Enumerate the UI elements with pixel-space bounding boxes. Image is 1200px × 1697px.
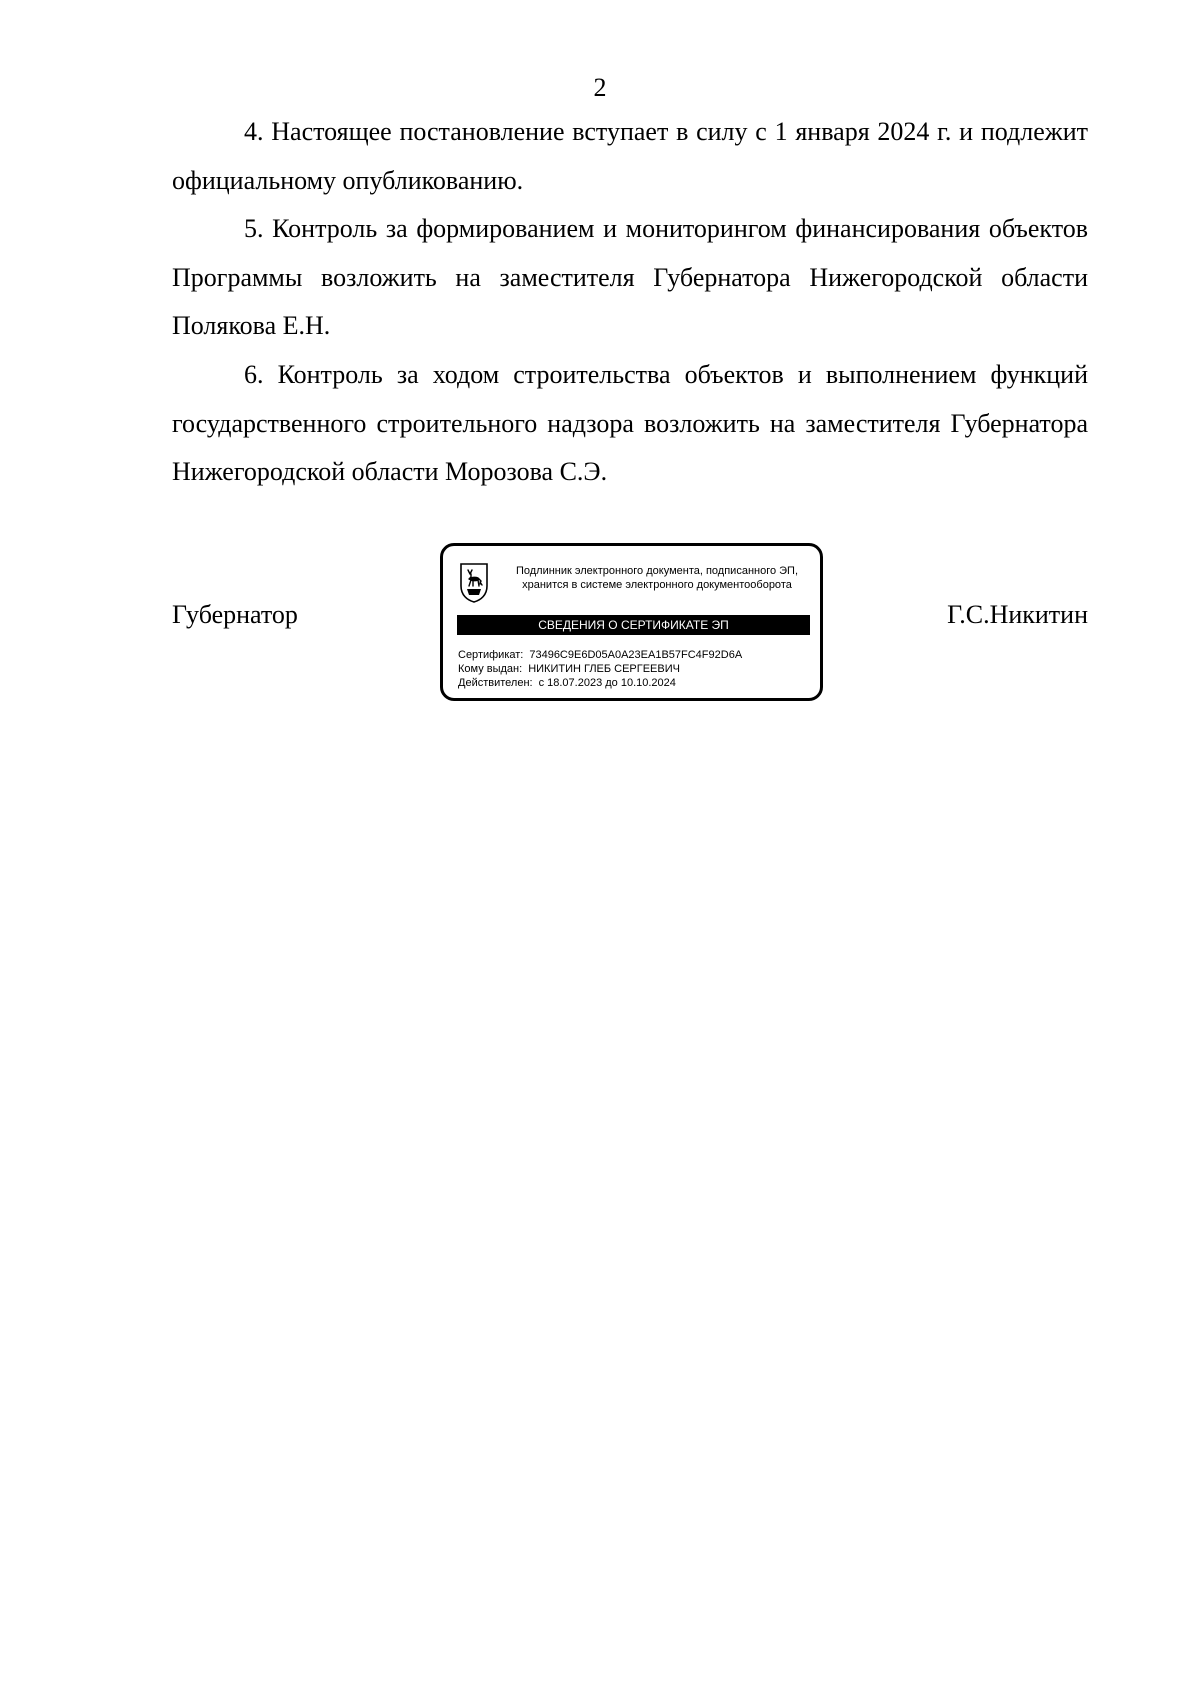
- signature-block: [172, 543, 1088, 713]
- coat-of-arms-icon: [459, 562, 489, 604]
- paragraph-6: 6. Контроль за ходом строительства объектов и выполнением функций государственного строительного надзора возложить на заместителя Губернатора Нижегородской области Морозова С.Э.: [172, 359, 1088, 487]
- paragraph-5: 5. Контроль за формированием и мониторингом финансирования объектов Программы возложить на заместителя Губернатора Нижегородской области Полякова Е.Н.: [172, 214, 1088, 341]
- decree-body: [172, 108, 1088, 497]
- signer-name: Г.С.Никитин: [947, 600, 1088, 629]
- certificate-banner: СВЕДЕНИЯ О СЕРТИФИКАТЕ ЭП: [457, 615, 810, 635]
- issued-to-row: [458, 662, 742, 676]
- stamp-note-line: Подлинник электронного документа, подписанного ЭП,: [515, 565, 799, 577]
- certificate-value: 73496C9E6D05A0A23EA1B57FC4F92D6A: [529, 649, 743, 661]
- certificate-details: [458, 648, 742, 690]
- stamp-note-line: хранится в системе электронного документооборота: [522, 579, 792, 591]
- validity-label: Действителен:: [458, 677, 533, 689]
- electronic-signature-stamp: [440, 543, 823, 701]
- issued-to-value: НИКИТИН ГЛЕБ СЕРГЕЕВИЧ: [528, 663, 680, 675]
- validity-row: [458, 676, 742, 690]
- stamp-note: [497, 564, 817, 592]
- validity-value: с 18.07.2023 до 10.10.2024: [538, 677, 676, 689]
- signer-title: Губернатор: [172, 600, 298, 629]
- certificate-row: [458, 648, 742, 662]
- certificate-label: Сертификат:: [458, 649, 524, 661]
- page-number: 2: [593, 73, 607, 102]
- paragraph-4: 4. Настоящее постановление вступает в силу с 1 января 2024 г. и подлежит официальному опубликованию.: [172, 117, 1088, 195]
- issued-to-label: Кому выдан:: [458, 663, 523, 675]
